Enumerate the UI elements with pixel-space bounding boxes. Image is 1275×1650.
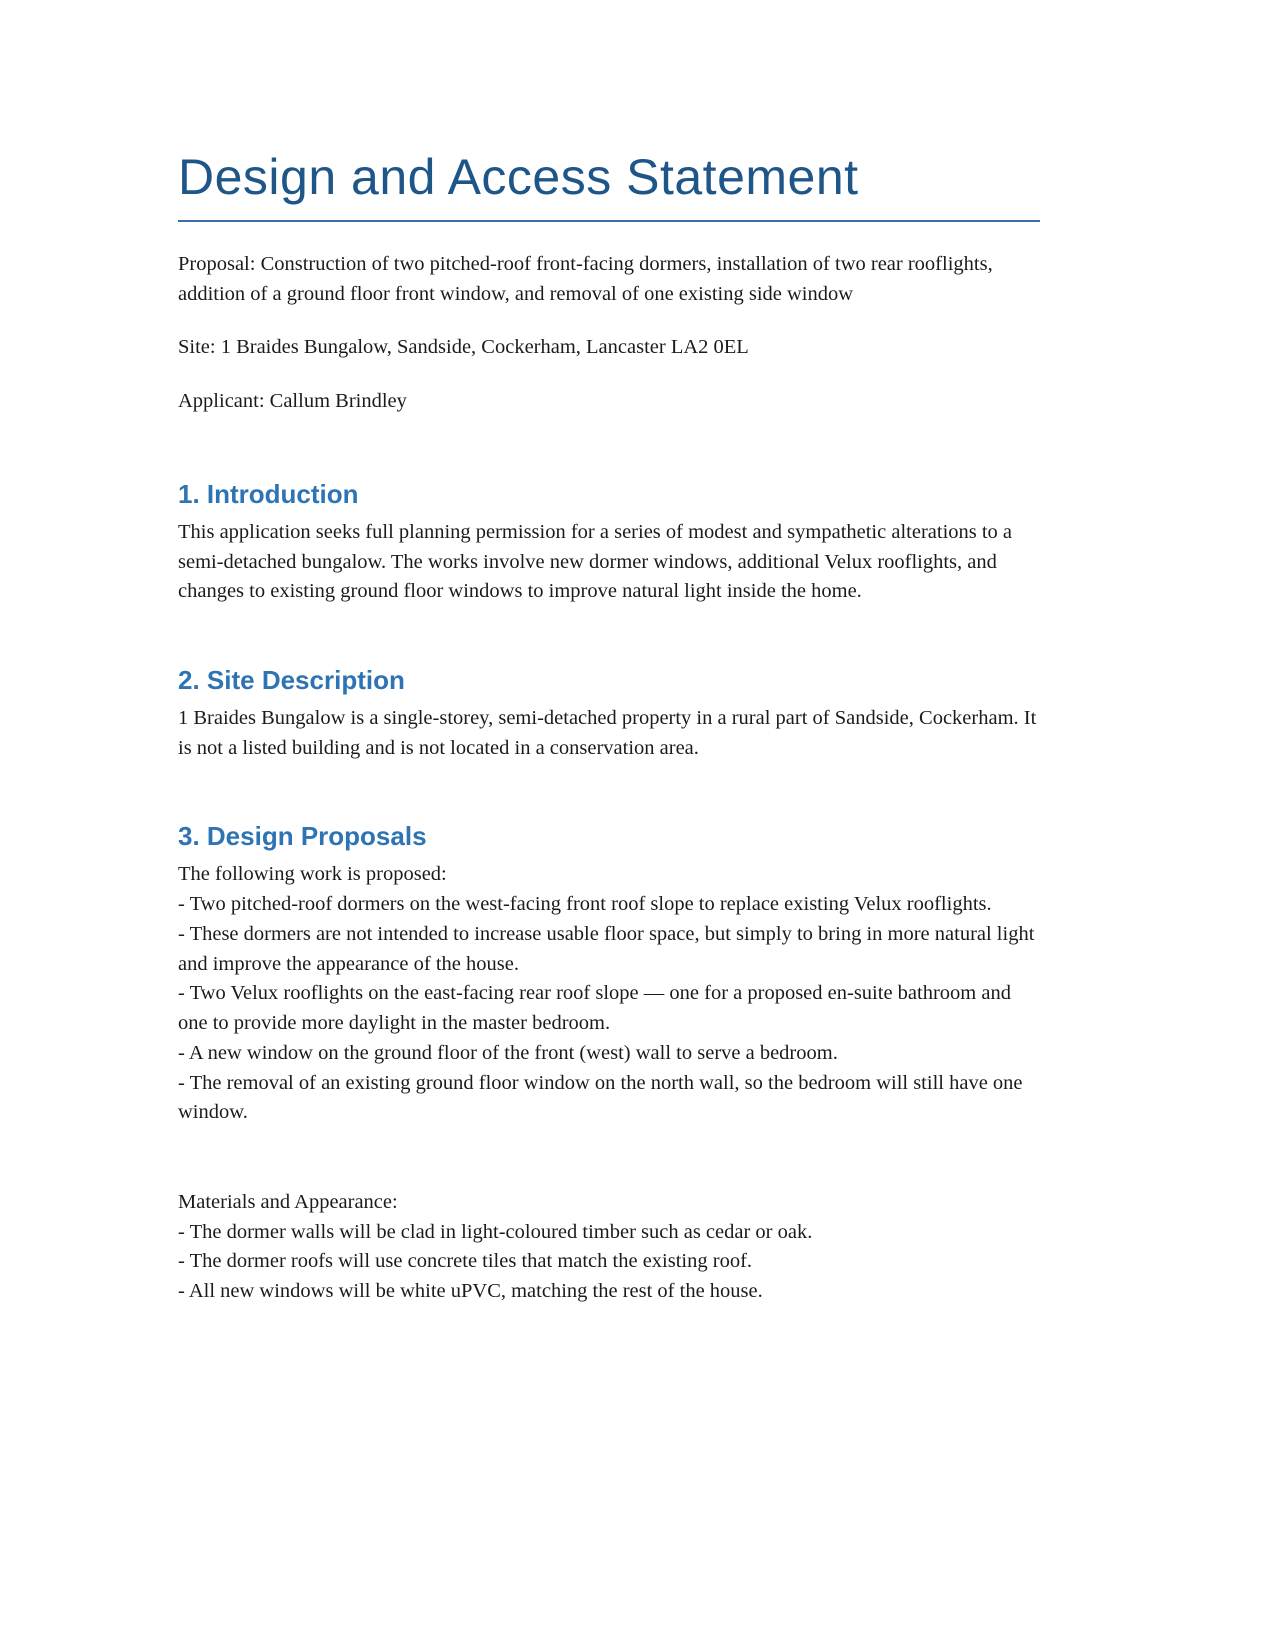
body-line: - Two Velux rooflights on the east-facing rear roof slope — one for a proposed en-suite bathroom and one to provide more daylight in the master bedroom. <box>178 982 1011 1035</box>
section-heading-introduction: 1. Introduction <box>178 478 359 509</box>
applicant-paragraph: Applicant: Callum Brindley <box>178 390 407 413</box>
introduction-body: This application seeks full planning permission for a series of modest and sympathetic alterations to a semi-detached bungalow. The works involve new dormer windows, additional Velux rooflights, and changes to existing ground floor windows to improve natural light inside the home. <box>178 520 1013 603</box>
body-line: - Two pitched-roof dormers on the west-facing front roof slope to replace existing Velux rooflights. <box>178 893 992 916</box>
body-line: - These dormers are not intended to increase usable floor space, but simply to bring in more natural light and improve the appearance of the house. <box>178 922 1035 975</box>
body-line: - A new window on the ground floor of the front (west) wall to serve a bedroom. <box>178 1041 838 1064</box>
body-line: - The dormer roofs will use concrete tiles that match the existing roof. <box>178 1250 753 1273</box>
body-line: - The removal of an existing ground floor window on the north wall, so the bedroom will still have one window. <box>178 1071 1023 1124</box>
body-line: Materials and Appearance: <box>178 1190 398 1213</box>
body-line: The following work is proposed: <box>178 863 447 886</box>
section-heading-design-proposals: 3. Design Proposals <box>178 821 427 852</box>
proposed-works-block <box>178 860 1040 1127</box>
proposal-paragraph: Proposal: Construction of two pitched-roof front-facing dormers, installation of two rear rooflights, addition of a ground floor front window, and removal of one existing side window <box>178 253 993 305</box>
site-paragraph: Site: 1 Braides Bungalow, Sandside, Cockerham, Lancaster LA2 0EL <box>178 336 749 359</box>
materials-appearance-block <box>178 1188 1040 1307</box>
page-title: Design and Access Statement <box>178 148 1040 222</box>
site-description-body: 1 Braides Bungalow is a single-storey, semi-detached property in a rural part of Sandside, Cockerham. It is not a listed building and is not located in a conservation area. <box>178 707 1037 759</box>
body-line: - The dormer walls will be clad in light-coloured timber such as cedar or oak. <box>178 1220 813 1243</box>
body-line: - All new windows will be white uPVC, matching the rest of the house. <box>178 1280 763 1303</box>
section-heading-site-description: 2. Site Description <box>178 665 405 696</box>
